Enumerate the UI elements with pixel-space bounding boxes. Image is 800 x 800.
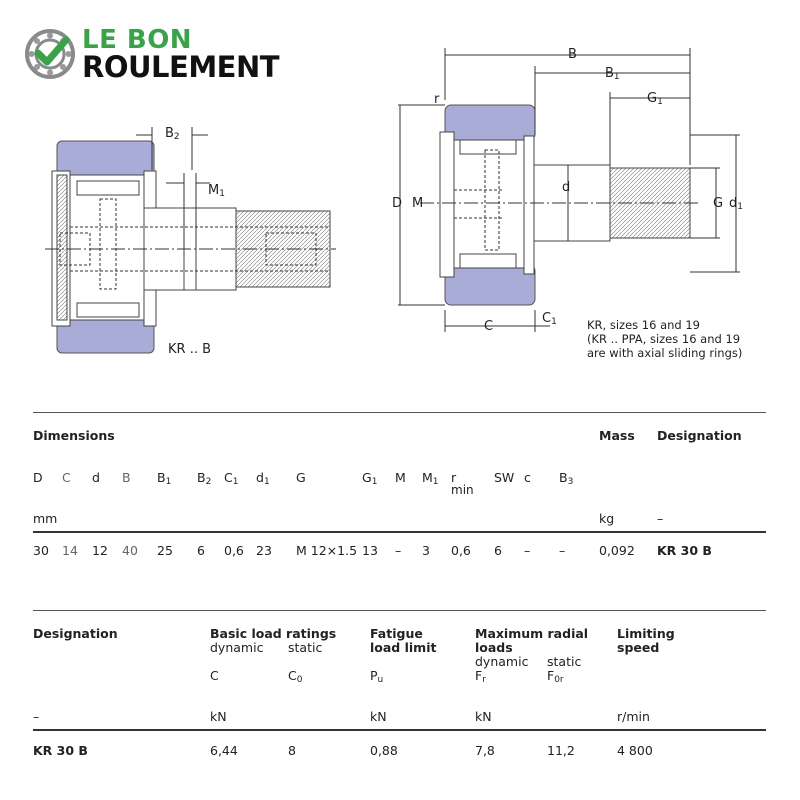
- table1-cell: 14: [62, 543, 78, 558]
- table1-col-header: $B_3$: [559, 470, 574, 487]
- table2-maxrad-static: static: [547, 654, 582, 669]
- table2-F0r-value: 11,2: [547, 743, 575, 758]
- table1-cell: 13: [362, 543, 378, 558]
- table1-col-header: M: [395, 470, 406, 485]
- table1-col-header: $G_1$: [362, 470, 378, 487]
- logo-line-1: LE BON: [82, 25, 193, 55]
- table1-col-header: $d_1$: [256, 470, 270, 487]
- table2-sym-Pu: $P_u$: [370, 668, 384, 685]
- label-C1: $C_1$: [542, 311, 557, 327]
- table1-unit-kg: kg: [599, 511, 615, 526]
- table2-C0-value: 8: [288, 743, 296, 758]
- table2-maxrad-header-1: Maximum radial: [475, 626, 589, 641]
- table2-sym-F0r: $F_{0r}$: [547, 668, 564, 685]
- table1-col-header: $C_1$: [224, 470, 239, 487]
- label-B1: $B_1$: [605, 66, 620, 82]
- logo: [24, 28, 76, 80]
- table1-cell: 40: [122, 543, 138, 558]
- label-G1: $G_1$: [647, 91, 663, 107]
- label-r: r: [434, 92, 440, 107]
- table1-cell: 30: [33, 543, 49, 558]
- table2-basic-header: Basic load ratings: [210, 626, 337, 641]
- table1-cell: M 12×1.5: [296, 543, 358, 558]
- label-B2: $B_2$: [165, 126, 180, 142]
- table2-fatigue-header-2: load limit: [370, 640, 437, 655]
- table2-static-label: static: [288, 640, 323, 655]
- table1-cell: –: [524, 543, 531, 558]
- table2-fatigue-header-1: Fatigue: [370, 626, 423, 641]
- table1-cell: 6: [197, 543, 205, 558]
- note-line-2: (KR .. PPA, sizes 16 and 19: [587, 332, 741, 346]
- label-D: D: [392, 196, 403, 211]
- table2-Pu-value: 0,88: [370, 743, 398, 758]
- label-d1: $d_1$: [729, 196, 743, 212]
- table1-col-header: SW: [494, 470, 515, 485]
- table1-cell: 6: [494, 543, 502, 558]
- table1-cell: –: [559, 543, 566, 558]
- table1-col-header: $M_1$: [422, 470, 439, 487]
- label-M: M: [412, 196, 424, 211]
- table2-unit-rpm: r/min: [617, 709, 650, 724]
- table1-unit-mm: mm: [33, 511, 58, 526]
- caption-kr-b: KR .. B: [168, 342, 212, 357]
- table1-col-header: B: [122, 470, 131, 485]
- table2-maxrad-header-2: loads: [475, 640, 513, 655]
- table2-sym-C: C: [210, 668, 219, 683]
- label-G: G: [713, 196, 724, 211]
- table2-top-rule: [33, 610, 766, 611]
- table1-cell: 3: [422, 543, 430, 558]
- table2-unit-dash: –: [33, 709, 40, 724]
- table2-designation-header: Designation: [33, 626, 118, 641]
- table2-sym-Fr: $F_r$: [475, 668, 486, 685]
- table1-unit-rule: [33, 531, 766, 533]
- table2-designation-value: KR 30 B: [33, 743, 88, 758]
- table2-unit-rule: [33, 729, 766, 731]
- table1-col-header: $B_1$: [157, 470, 172, 487]
- table1-designation-value: KR 30 B: [657, 543, 712, 558]
- table2-C-value: 6,44: [210, 743, 238, 758]
- table1-mass-value: 0,092: [599, 543, 635, 558]
- table1-col-header: $B_2$: [197, 470, 212, 487]
- table1-mass-header: Mass: [599, 428, 635, 443]
- table1-cell: 0,6: [451, 543, 471, 558]
- drawing-left: [40, 115, 350, 375]
- table1-cell: 12: [92, 543, 108, 558]
- label-C: C: [484, 319, 494, 334]
- label-B: B: [568, 47, 577, 62]
- table2-Fr-value: 7,8: [475, 743, 495, 758]
- bearing-check-icon: [24, 28, 76, 80]
- table2-unit-kN-3: kN: [475, 709, 492, 724]
- note-line-1: KR, sizes 16 and 19: [587, 318, 701, 332]
- table1-unit-dash: –: [657, 511, 664, 526]
- table1-cell: 25: [157, 543, 173, 558]
- note-line-3: are with axial sliding rings): [587, 346, 743, 360]
- table1-col-header: C: [62, 470, 71, 485]
- table2-limiting-header-1: Limiting: [617, 626, 675, 641]
- label-M1: $M_1$: [208, 183, 225, 199]
- table1-designation-header: Designation: [657, 428, 742, 443]
- table2-maxrad-dynamic: dynamic: [475, 654, 529, 669]
- table1-cell: –: [395, 543, 402, 558]
- table2-sym-C0: $C_0$: [288, 668, 303, 685]
- table2-unit-kN-1: kN: [210, 709, 227, 724]
- table2-limiting-header-2: speed: [617, 640, 660, 655]
- table1-top-rule: [33, 412, 766, 413]
- label-d: d: [562, 180, 571, 195]
- table1-col-header: c: [524, 470, 531, 485]
- table1-col-header: d: [92, 470, 100, 485]
- table1-cell: 0,6: [224, 543, 244, 558]
- table1-col-header: G: [296, 470, 306, 485]
- table1-col-header: D: [33, 470, 43, 485]
- logo-line-2: ROULEMENT: [82, 50, 280, 84]
- table1-cell: 23: [256, 543, 272, 558]
- table2-dynamic-label: dynamic: [210, 640, 264, 655]
- table2-speed-value: 4 800: [617, 743, 653, 758]
- table1-col-header: r min: [451, 470, 474, 497]
- table1-dimensions-header: Dimensions: [33, 428, 115, 443]
- table2-unit-kN-2: kN: [370, 709, 387, 724]
